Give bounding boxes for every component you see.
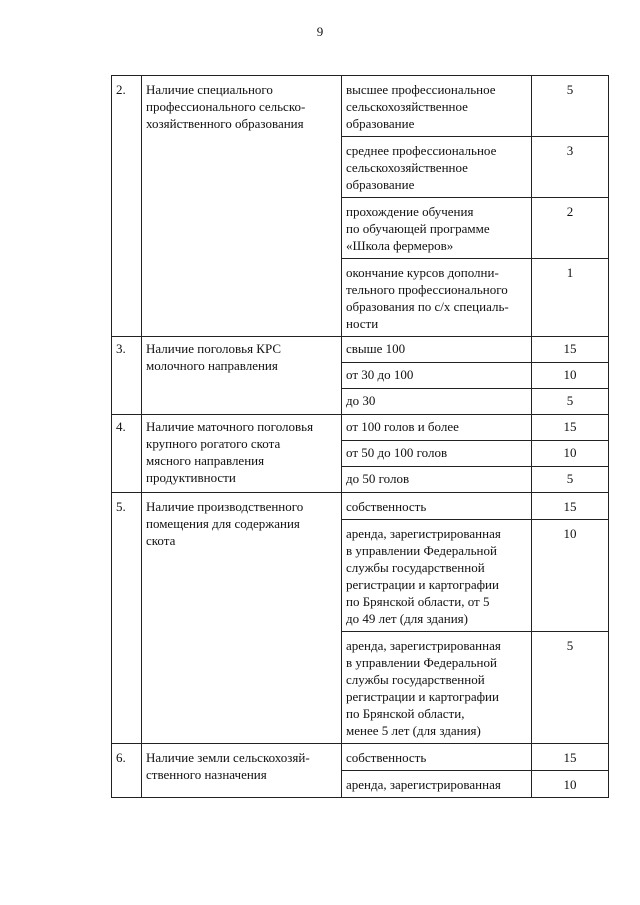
score-cell: 1 <box>532 259 609 337</box>
option-cell <box>342 493 532 520</box>
row-number: 5. <box>112 493 142 744</box>
row-number: 3. <box>112 337 142 415</box>
score-cell: 15 <box>532 415 609 441</box>
option-text: собственность <box>346 499 427 514</box>
option-cell <box>342 389 532 415</box>
score-cell: 10 <box>532 441 609 467</box>
option-text: до 50 голов <box>346 471 410 486</box>
option-text: собственность <box>346 750 427 765</box>
option-text: аренда, зарегистрированная в управлении Федеральной службы государственной регистрации и картографии по Брянской области, менее 5 лет (для здания) <box>346 638 501 738</box>
option-text: окончание курсов дополни- тельного профессионального образования по с/х специаль- ности <box>346 265 509 331</box>
score-cell: 5 <box>532 76 609 137</box>
criterion-text: Наличие земли сельскохозяй- ственного назначения <box>146 750 310 782</box>
option-text: от 30 до 100 <box>346 367 414 382</box>
option-cell <box>342 632 532 744</box>
score-cell: 10 <box>532 520 609 632</box>
score-cell: 15 <box>532 744 609 771</box>
option-cell <box>342 441 532 467</box>
option-cell <box>342 467 532 493</box>
score-cell: 10 <box>532 771 609 798</box>
option-cell <box>342 137 532 198</box>
score-cell: 15 <box>532 493 609 520</box>
score-cell: 5 <box>532 389 609 415</box>
option-text: до 30 <box>346 393 376 408</box>
option-cell <box>342 76 532 137</box>
option-cell <box>342 744 532 771</box>
option-cell <box>342 520 532 632</box>
option-cell <box>342 259 532 337</box>
option-text: от 50 до 100 голов <box>346 445 448 460</box>
score-cell: 15 <box>532 337 609 363</box>
table-row <box>112 744 609 771</box>
option-text: свыше 100 <box>346 341 406 356</box>
criterion-text: Наличие маточного поголовья крупного рогатого скота мясного направления продуктивности <box>146 419 314 485</box>
option-text: среднее профессиональное сельскохозяйственное образование <box>346 143 497 192</box>
score-cell: 5 <box>532 467 609 493</box>
criteria-table <box>111 75 609 798</box>
table-row <box>112 337 609 363</box>
row-number: 4. <box>112 415 142 493</box>
criterion-cell <box>142 415 342 493</box>
option-text: от 100 голов и более <box>346 419 459 434</box>
table-row <box>112 76 609 137</box>
criterion-text: Наличие поголовья КРС молочного направления <box>146 341 282 373</box>
option-cell <box>342 337 532 363</box>
score-cell: 10 <box>532 363 609 389</box>
row-number: 6. <box>112 744 142 798</box>
option-text: аренда, зарегистрированная <box>346 777 501 792</box>
option-cell <box>342 198 532 259</box>
criterion-cell <box>142 337 342 415</box>
option-cell <box>342 363 532 389</box>
score-cell: 2 <box>532 198 609 259</box>
criterion-text: Наличие специального профессионального сельско- хозяйственного образования <box>146 82 306 131</box>
criterion-cell <box>142 744 342 798</box>
table-row <box>112 415 609 441</box>
option-text: высшее профессиональное сельскохозяйственное образование <box>346 82 496 131</box>
option-cell <box>342 415 532 441</box>
criterion-cell <box>142 493 342 744</box>
score-cell: 5 <box>532 632 609 744</box>
option-text: прохождение обучения по обучающей программе «Школа фермеров» <box>346 204 490 253</box>
option-cell <box>342 771 532 798</box>
criterion-cell <box>142 76 342 337</box>
page-number: 9 <box>316 24 324 39</box>
option-text: аренда, зарегистрированная в управлении Федеральной службы государственной регистрации и картографии по Брянской области, от 5 до 49 лет (для здания) <box>346 526 501 626</box>
criterion-text: Наличие производственного помещения для содержания скота <box>146 499 304 548</box>
row-number: 2. <box>112 76 142 337</box>
score-cell: 3 <box>532 137 609 198</box>
table-row <box>112 493 609 520</box>
